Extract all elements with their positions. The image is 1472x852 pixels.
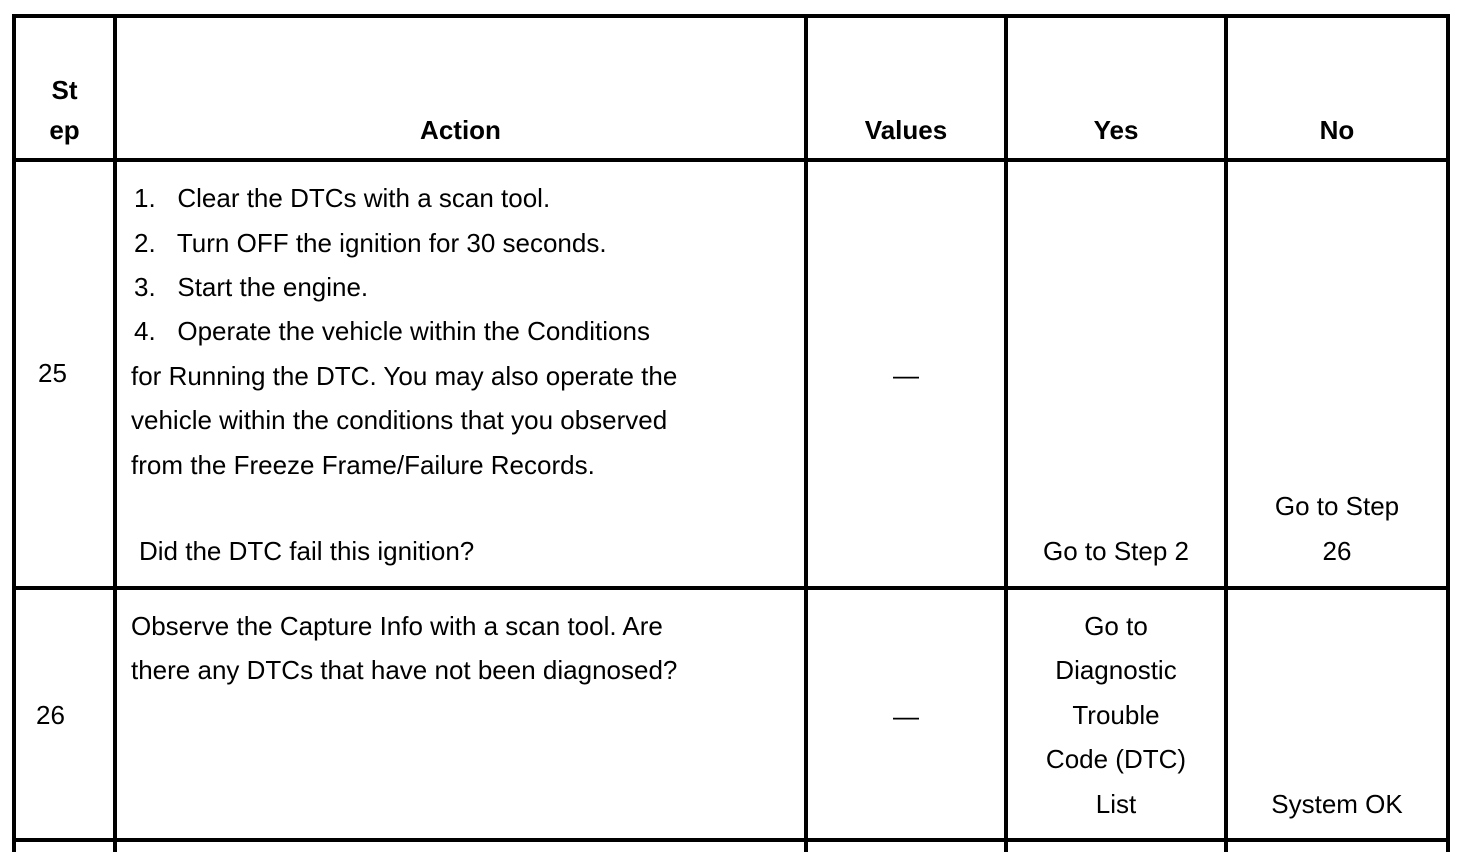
- header-row: [16, 18, 1446, 158]
- header-step-line1: St: [51, 75, 78, 105]
- action-item-3: 3. Start the engine.: [134, 272, 369, 302]
- action-question: Did the DTC fail this ignition?: [139, 536, 475, 566]
- column-border-right: [1446, 14, 1450, 852]
- action-continuation-3: from the Freeze Frame/Failure Records.: [131, 450, 595, 480]
- header-step-line2: ep: [49, 115, 80, 145]
- action-item-1: 1. Clear the DTCs with a scan tool.: [134, 183, 551, 213]
- no-outcome-line1: Go to Step: [1274, 491, 1400, 521]
- action-line-2: there any DTCs that have not been diagnosed?: [131, 655, 678, 685]
- action-continuation-1: for Running the DTC. You may also operate the: [131, 361, 678, 391]
- yes-outcome: Go to Step 2: [1043, 536, 1189, 566]
- header-yes: Yes: [1093, 115, 1139, 145]
- header-action: Action: [420, 115, 501, 145]
- header-no: No: [1319, 115, 1355, 145]
- action-line-1: Observe the Capture Info with a scan tool. Are: [131, 611, 663, 641]
- no-outcome-line2: 26: [1322, 536, 1352, 566]
- table-row-25: [16, 162, 1446, 586]
- action-item-4: 4. Operate the vehicle within the Conditions: [134, 316, 650, 346]
- values-dash: —: [893, 701, 919, 731]
- header-values: Values: [864, 115, 948, 145]
- yes-outcome-line3: Trouble: [1072, 700, 1160, 730]
- values-dash: —: [893, 360, 919, 390]
- yes-outcome-line2: Diagnostic: [1055, 655, 1177, 685]
- table-row-26: [16, 590, 1446, 838]
- yes-outcome-line5: List: [1095, 789, 1137, 819]
- yes-outcome-line4: Code (DTC): [1045, 744, 1187, 774]
- action-item-2: 2. Turn OFF the ignition for 30 seconds.: [134, 228, 607, 258]
- action-continuation-2: vehicle within the conditions that you observed: [131, 405, 668, 435]
- row-26-bottom-border: [12, 838, 1450, 842]
- yes-outcome-line1: Go to: [1084, 611, 1148, 641]
- no-outcome: System OK: [1271, 789, 1403, 819]
- step-number: 25: [38, 358, 67, 388]
- step-number: 26: [36, 700, 65, 730]
